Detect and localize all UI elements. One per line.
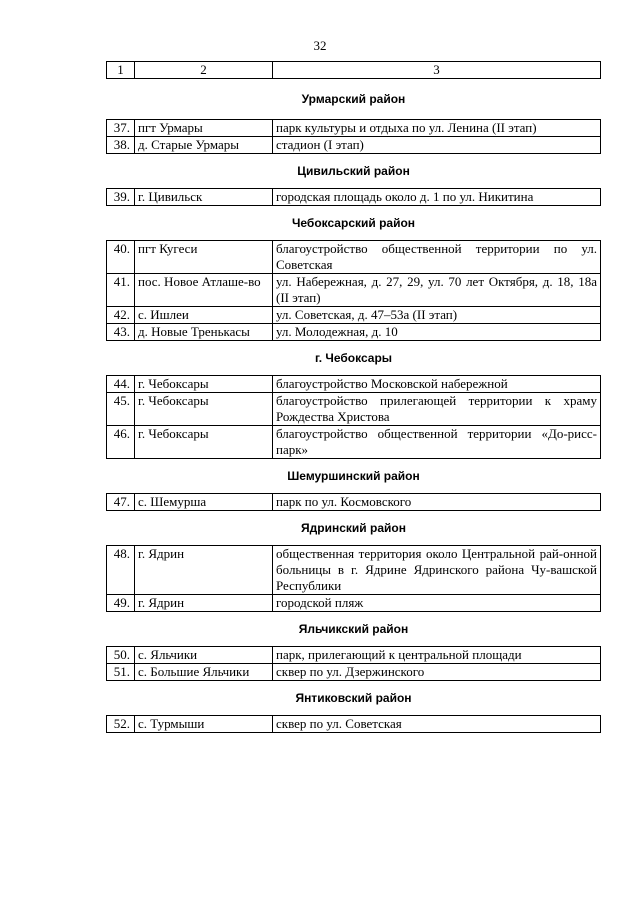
table-row	[107, 664, 601, 681]
object-cell: парк, прилегающий к центральной площади	[273, 647, 601, 664]
row-number: 43.	[107, 324, 135, 341]
object-cell: благоустройство общественной территории по ул. Советская	[273, 241, 601, 274]
row-number: 47.	[107, 494, 135, 511]
table-row	[107, 546, 601, 595]
district-heading: Яльчикский район	[107, 612, 601, 647]
row-number: 50.	[107, 647, 135, 664]
settlement-cell: д. Старые Урмары	[135, 137, 273, 154]
column-number-row	[107, 62, 601, 79]
column-number-3: 3	[273, 62, 601, 79]
settlement-cell: г. Ядрин	[135, 595, 273, 612]
row-number: 38.	[107, 137, 135, 154]
object-cell: благоустройство общественной территории «До-рисс-парк»	[273, 426, 601, 459]
table-row	[107, 324, 601, 341]
district-heading-row	[107, 341, 601, 376]
table-row	[107, 647, 601, 664]
object-cell: ул. Набережная, д. 27, 29, ул. 70 лет Октября, д. 18, 18а (II этап)	[273, 274, 601, 307]
column-number-2: 2	[135, 62, 273, 79]
table-row	[107, 393, 601, 426]
table-row	[107, 595, 601, 612]
table-row	[107, 241, 601, 274]
table-row	[107, 494, 601, 511]
row-number: 42.	[107, 307, 135, 324]
object-cell: парк по ул. Космовского	[273, 494, 601, 511]
settlement-cell: пгт Урмары	[135, 120, 273, 137]
object-cell: общественная территория около Центральной рай-онной больницы в г. Ядрине Ядринского района Чу-вашской Республики	[273, 546, 601, 595]
table-row	[107, 307, 601, 324]
object-cell: сквер по ул. Советская	[273, 716, 601, 733]
row-number: 37.	[107, 120, 135, 137]
row-number: 51.	[107, 664, 135, 681]
district-heading-row	[107, 681, 601, 716]
settlement-cell: с. Шемурша	[135, 494, 273, 511]
settlement-cell: г. Чебоксары	[135, 393, 273, 426]
district-heading: Урмарский район	[107, 79, 601, 120]
district-heading-row	[107, 154, 601, 189]
objects-table-wrapper	[106, 61, 600, 733]
row-number: 39.	[107, 189, 135, 206]
district-heading-row	[107, 612, 601, 647]
settlement-cell: с. Ишлеи	[135, 307, 273, 324]
object-cell: ул. Советская, д. 47–53а (II этап)	[273, 307, 601, 324]
settlement-cell: пгт Кугеси	[135, 241, 273, 274]
table-row	[107, 716, 601, 733]
page-number: 32	[313, 38, 327, 53]
row-number: 40.	[107, 241, 135, 274]
district-heading: Цивильский район	[107, 154, 601, 189]
row-number: 41.	[107, 274, 135, 307]
settlement-cell: г. Чебоксары	[135, 426, 273, 459]
object-cell: сквер по ул. Дзержинского	[273, 664, 601, 681]
row-number: 45.	[107, 393, 135, 426]
table-row	[107, 426, 601, 459]
object-cell: стадион (I этап)	[273, 137, 601, 154]
table-row	[107, 137, 601, 154]
table-row	[107, 189, 601, 206]
object-cell: городской пляж	[273, 595, 601, 612]
table-row	[107, 120, 601, 137]
settlement-cell: с. Яльчики	[135, 647, 273, 664]
row-number: 52.	[107, 716, 135, 733]
district-heading: Ядринский район	[107, 511, 601, 546]
object-cell: городская площадь около д. 1 по ул. Никитина	[273, 189, 601, 206]
district-heading-row	[107, 459, 601, 494]
settlement-cell: с. Турмыши	[135, 716, 273, 733]
settlement-cell: д. Новые Тренькасы	[135, 324, 273, 341]
table-body	[107, 62, 601, 733]
district-heading-row	[107, 206, 601, 241]
object-cell: благоустройство Московской набережной	[273, 376, 601, 393]
district-heading-row	[107, 79, 601, 120]
district-heading: г. Чебоксары	[107, 341, 601, 376]
settlement-cell: пос. Новое Атлаше-во	[135, 274, 273, 307]
table-row	[107, 274, 601, 307]
settlement-cell: с. Большие Яльчики	[135, 664, 273, 681]
district-heading: Чебоксарский район	[107, 206, 601, 241]
column-number-1: 1	[107, 62, 135, 79]
settlement-cell: г. Цивильск	[135, 189, 273, 206]
district-heading: Шемуршинский район	[107, 459, 601, 494]
table-row	[107, 376, 601, 393]
row-number: 46.	[107, 426, 135, 459]
row-number: 48.	[107, 546, 135, 595]
row-number: 44.	[107, 376, 135, 393]
object-cell: парк культуры и отдыха по ул. Ленина (II этап)	[273, 120, 601, 137]
object-cell: ул. Молодежная, д. 10	[273, 324, 601, 341]
objects-table	[106, 61, 601, 733]
settlement-cell: г. Ядрин	[135, 546, 273, 595]
settlement-cell: г. Чебоксары	[135, 376, 273, 393]
row-number: 49.	[107, 595, 135, 612]
object-cell: благоустройство прилегающей территории к храму Рождества Христова	[273, 393, 601, 426]
district-heading: Янтиковский район	[107, 681, 601, 716]
district-heading-row	[107, 511, 601, 546]
